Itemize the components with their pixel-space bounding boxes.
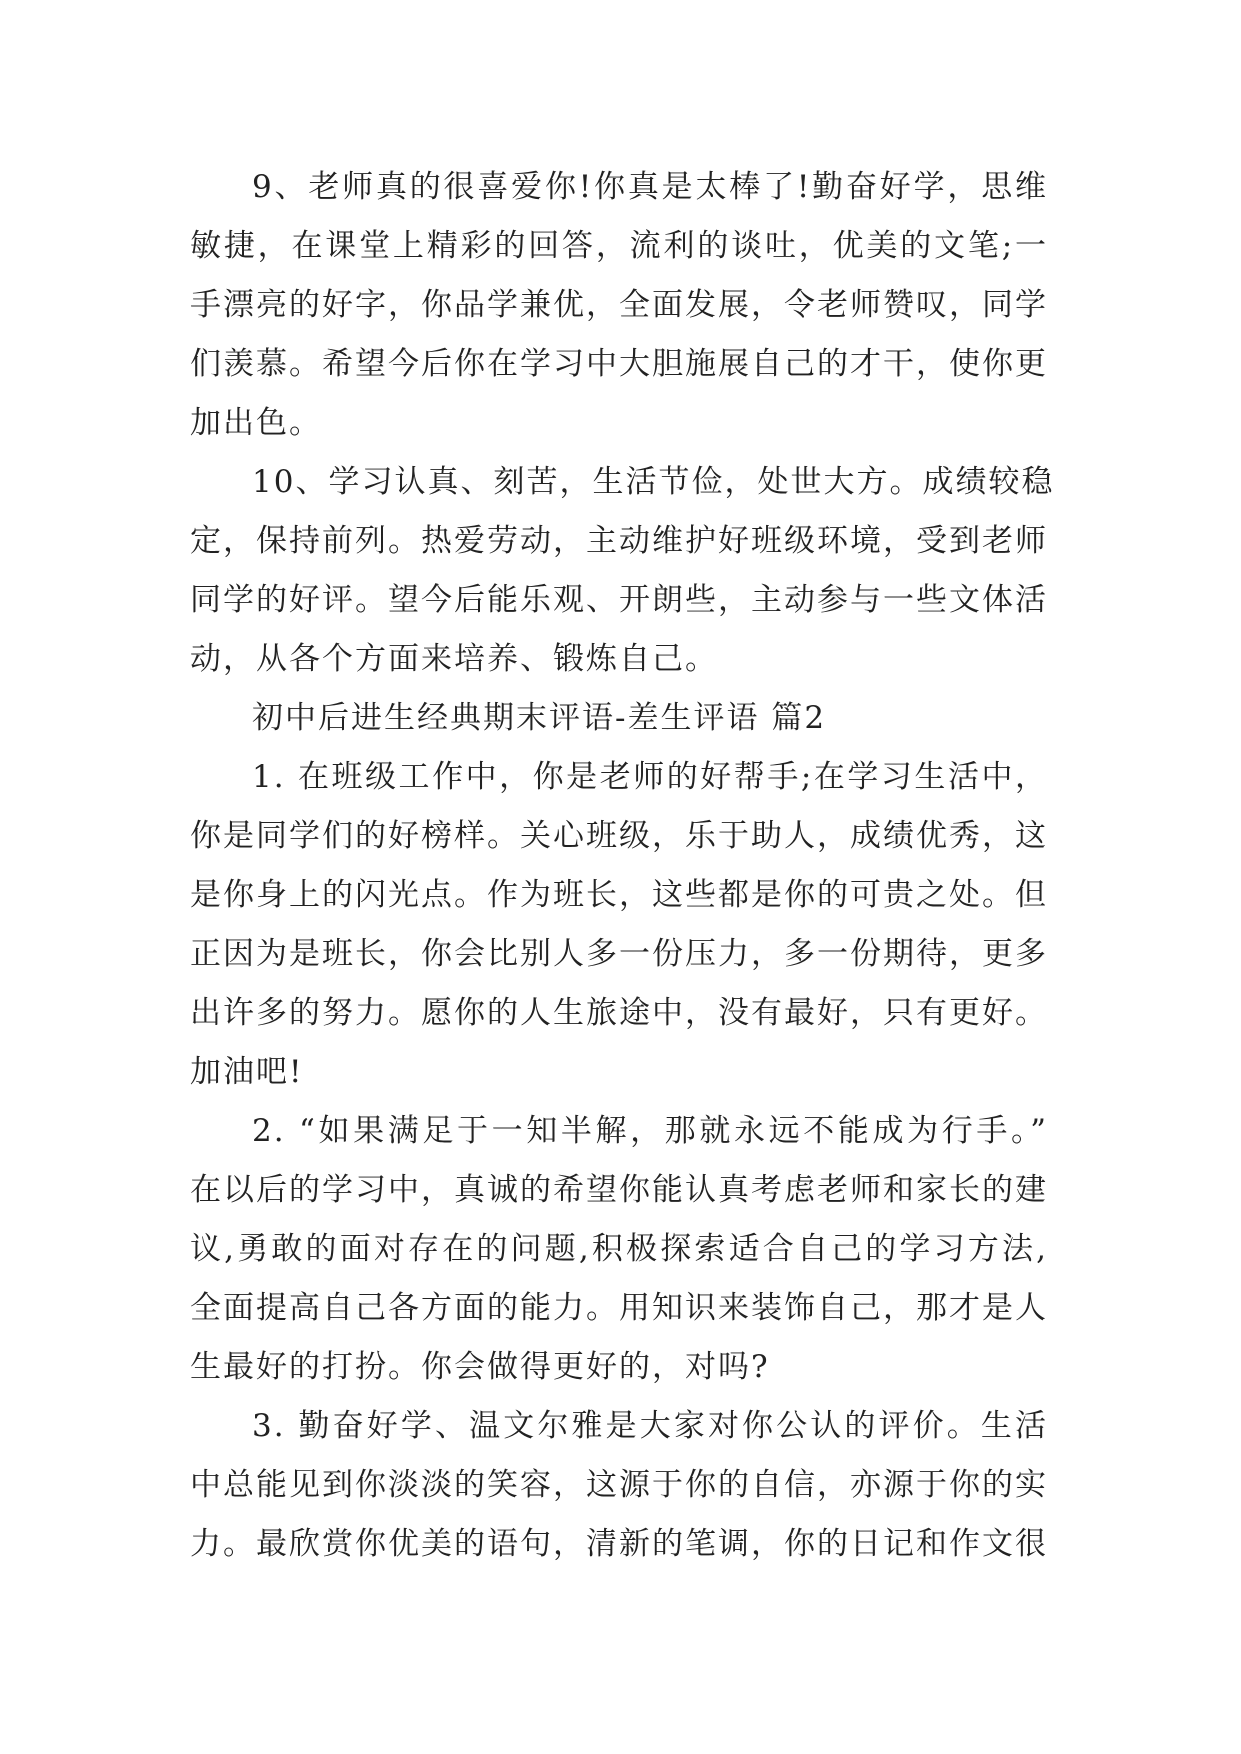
text-line: 加出色。	[190, 405, 322, 441]
heading-text: 初中后进生经典期末评语-差生评语 篇2	[252, 700, 827, 736]
text-line: 中总能见到你淡淡的笑容，这源于你的自信，亦源于你的实	[190, 1467, 1048, 1503]
text-line: 10、学习认真、刻苦，生活节俭，处世大方。成绩较稳	[252, 464, 1055, 500]
text-line: 定，保持前列。热爱劳动，主动维护好班级环境，受到老师	[190, 523, 1048, 559]
text-line: 是你身上的闪光点。作为班长，这些都是你的可贵之处。但	[190, 877, 1048, 913]
paragraph-item-1	[190, 748, 1048, 1102]
text-line: 出许多的努力。愿你的人生旅途中，没有最好，只有更好。	[190, 995, 1048, 1031]
text-line: 1. 在班级工作中，你是老师的好帮手;在学习生活中，	[252, 759, 1048, 795]
text-line: 3. 勤奋好学、温文尔雅是大家对你公认的评价。生活	[252, 1408, 1048, 1444]
document-body	[190, 158, 1055, 1574]
text-line: 同学的好评。望今后能乐观、开朗些，主动参与一些文体活	[190, 582, 1048, 618]
text-line: 们羡慕。希望今后你在学习中大胆施展自己的才干，使你更	[190, 346, 1048, 382]
text-line: 正因为是班长，你会比别人多一份压力，多一份期待，更多	[190, 936, 1048, 972]
paragraph-item-9	[190, 158, 1048, 453]
text-line: 敏捷，在课堂上精彩的回答，流利的谈吐，优美的文笔;一	[190, 228, 1048, 264]
text-line: 2. “如果满足于一知半解，那就永远不能成为行手。”	[252, 1113, 1048, 1149]
text-line: 手漂亮的好字，你品学兼优，全面发展，令老师赞叹，同学	[190, 287, 1048, 323]
text-line: 在以后的学习中，真诚的希望你能认真考虑老师和家长的建	[190, 1172, 1048, 1208]
section-heading	[190, 689, 1048, 748]
paragraph-item-10	[190, 453, 1055, 689]
text-line: 议,勇敢的面对存在的问题,积极探索适合自己的学习方法,	[190, 1231, 1048, 1267]
text-line: 9、老师真的很喜爱你!你真是太棒了!勤奋好学，思维	[252, 169, 1048, 205]
text-line: 动，从各个方面来培养、锻炼自己。	[190, 641, 718, 677]
text-line: 力。最欣赏你优美的语句，清新的笔调，你的日记和作文很	[190, 1526, 1048, 1562]
text-line: 全面提高自己各方面的能力。用知识来装饰自己，那才是人	[190, 1290, 1048, 1326]
text-line: 加油吧!	[190, 1054, 304, 1090]
text-line: 你是同学们的好榜样。关心班级，乐于助人，成绩优秀，这	[190, 818, 1048, 854]
paragraph-item-2	[190, 1102, 1048, 1397]
paragraph-item-3	[190, 1397, 1048, 1574]
text-line: 生最好的打扮。你会做得更好的，对吗?	[190, 1349, 770, 1385]
